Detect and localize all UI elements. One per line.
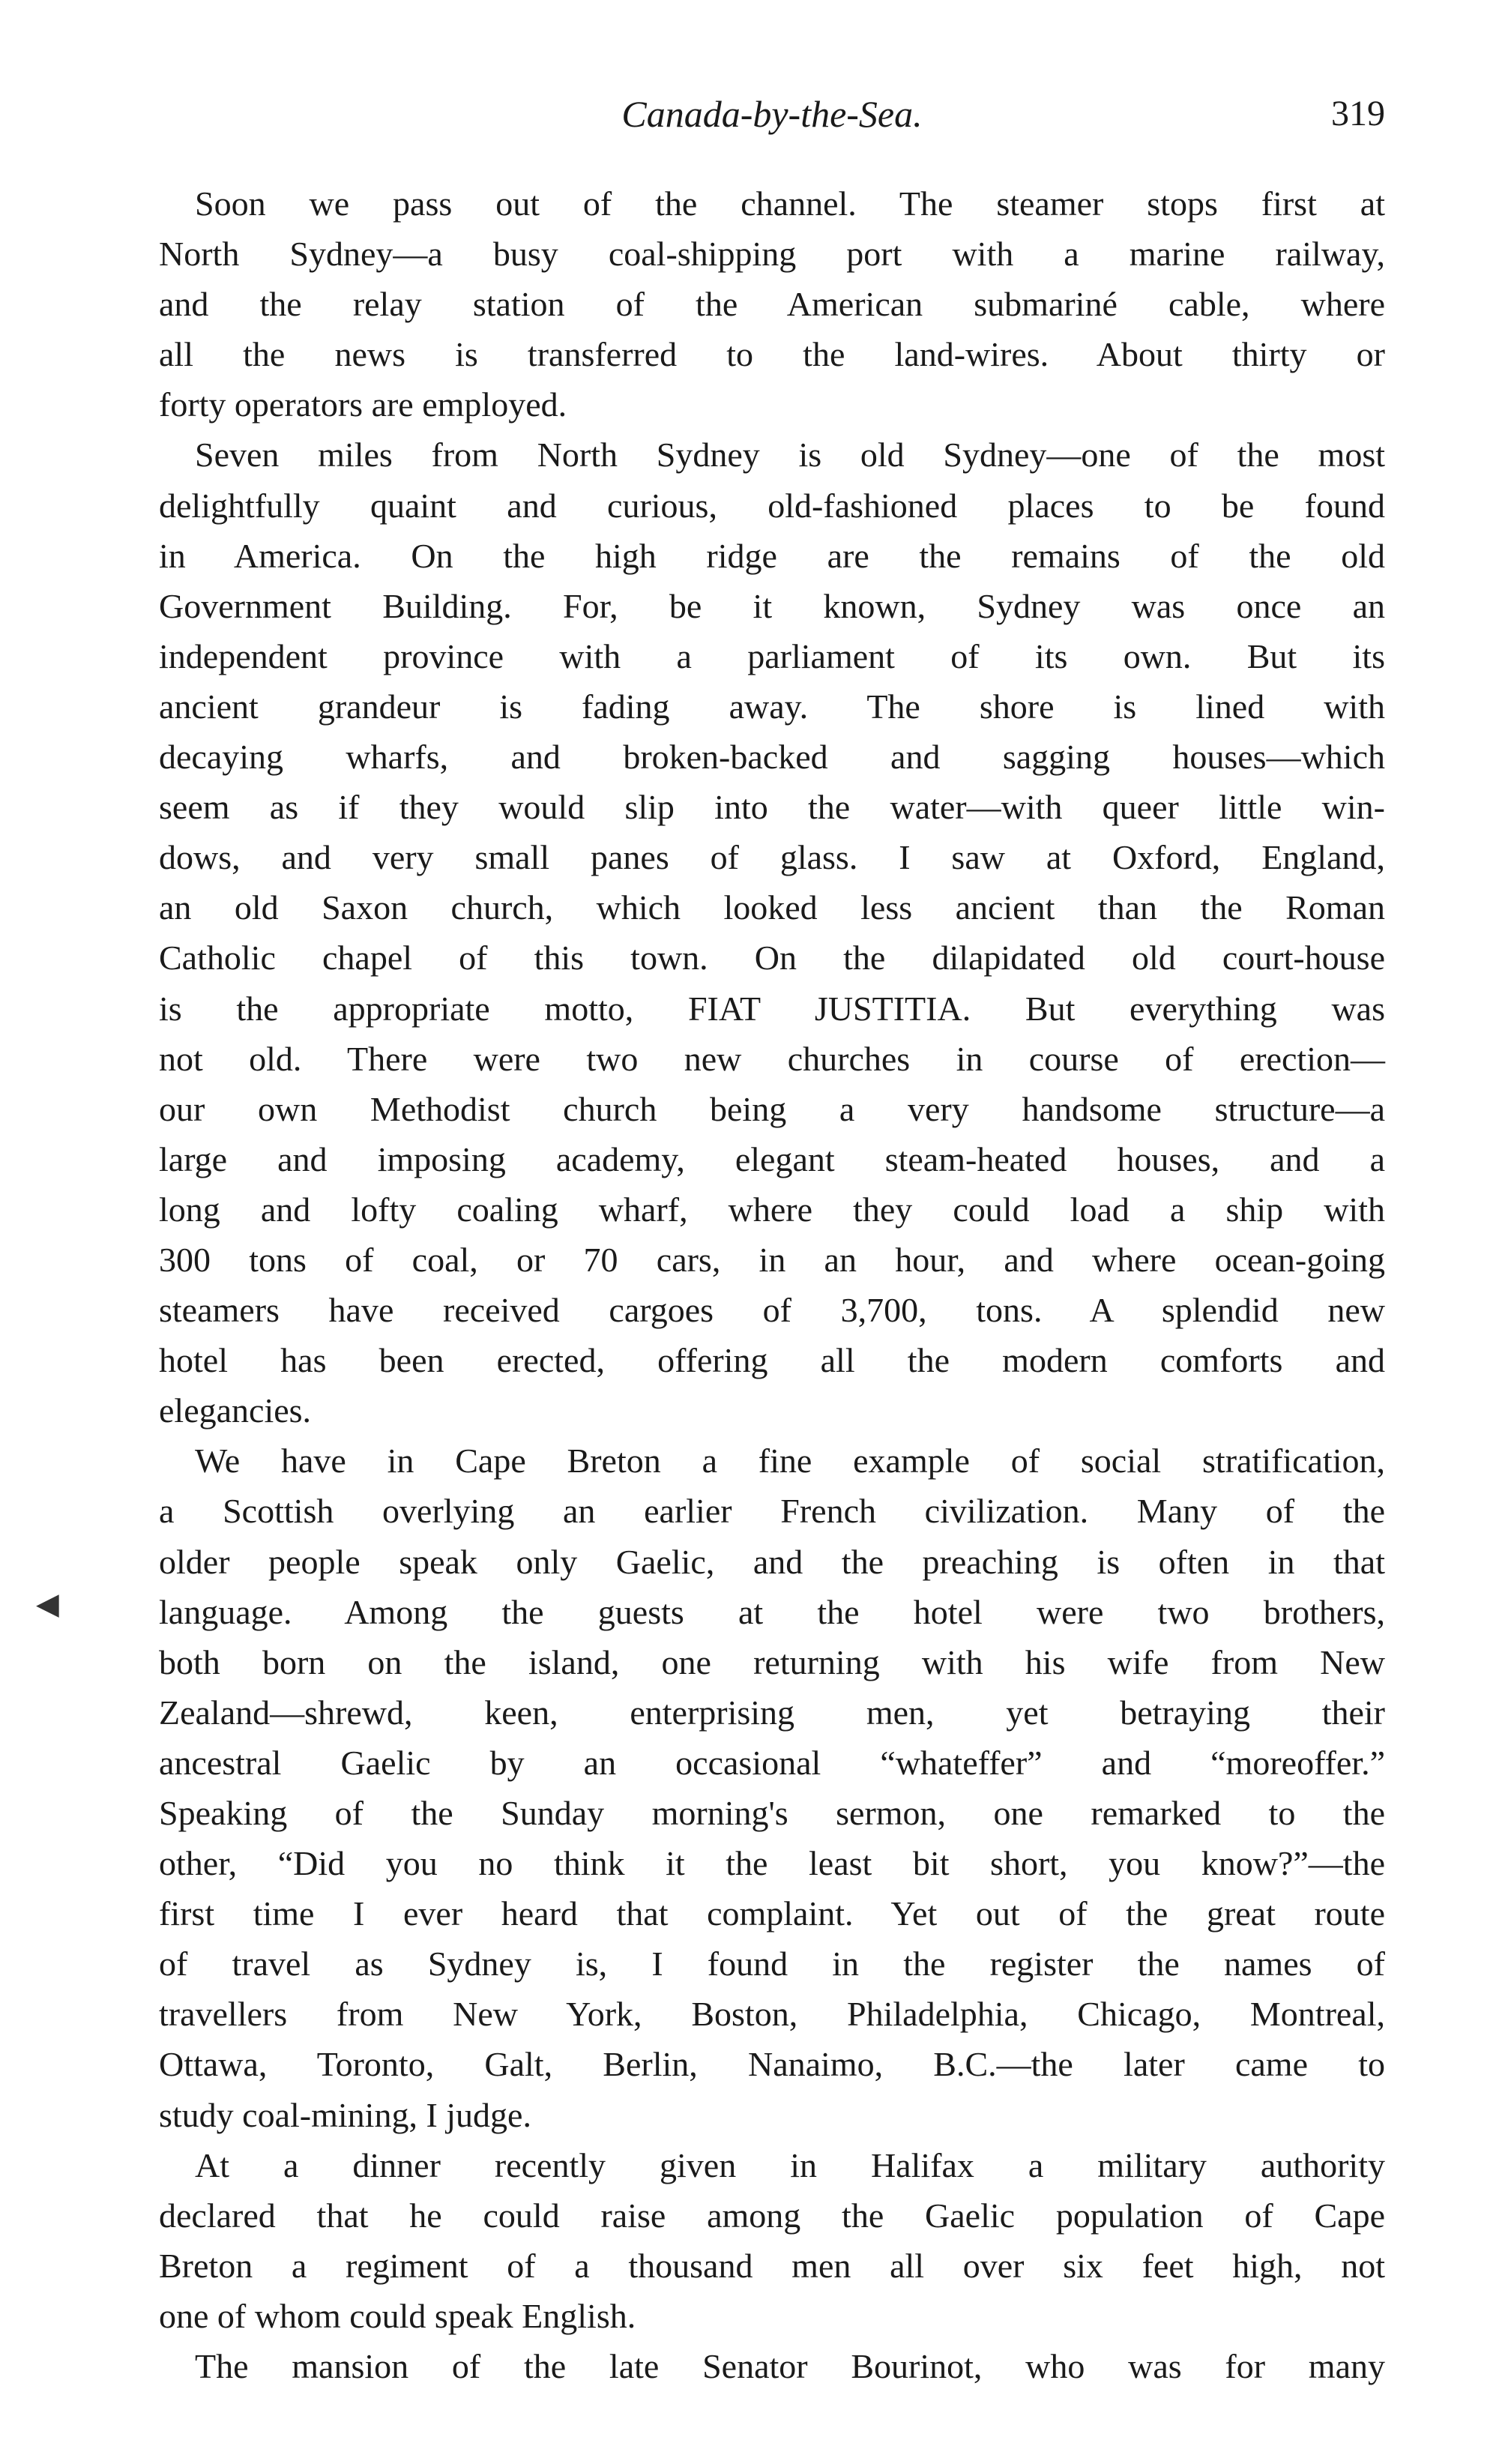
running-head xyxy=(159,84,1385,144)
text-line: Zealand—shrewd, keen, enterprising men, yet betraying their xyxy=(159,1693,1385,1732)
text-line: delightfully quaint and curious, old-fashioned places to be found xyxy=(159,486,1385,525)
text-line: We have in Cape Breton a fine example of social stratification, xyxy=(195,1442,1385,1480)
text-line: The mansion of the late Senator Bourinot, who was for many xyxy=(195,2347,1385,2386)
text-line: first time I ever heard that complaint. Yet out of the great route xyxy=(159,1894,1385,1933)
text-line: hotel has been erected, offering all the modern comforts and xyxy=(159,1341,1385,1380)
text-line: Breton a regiment of a thousand men all over six feet high, not xyxy=(159,2246,1385,2285)
text-line: Speaking of the Sunday morning's sermon, one remarked to the xyxy=(159,1794,1385,1832)
text-line: Government Building. For, be it known, Sydney was once an xyxy=(159,586,1385,625)
text-line: independent province with a parliament of its own. But its xyxy=(159,636,1385,675)
text-line: North Sydney—a busy coal-shipping port with a marine railway, xyxy=(159,235,1385,274)
text-line: steamers have received cargoes of 3,700, tons. A splendid new xyxy=(159,1291,1385,1330)
text-line: both born on the island, one returning with his wife from New xyxy=(159,1642,1385,1681)
body-text xyxy=(159,178,1385,2391)
text-line: Seven miles from North Sydney is old Sydney—one of the most xyxy=(195,436,1385,475)
page-number: 319 xyxy=(1331,94,1385,133)
text-line: large and imposing academy, elegant steam-heated houses, and a xyxy=(159,1139,1385,1178)
margin-arrow-mark: ◀ xyxy=(36,1587,59,1621)
text-line: Ottawa, Toronto, Galt, Berlin, Nanaimo, B.C.—the later came to xyxy=(159,2045,1385,2084)
text-line: At a dinner recently given in Halifax a military authority xyxy=(195,2145,1385,2184)
text-line: our own Methodist church being a very handsome structure—a xyxy=(159,1089,1385,1128)
text-line: 300 tons of coal, or 70 cars, in an hour, and where ocean-going xyxy=(159,1240,1385,1279)
text-line: all the news is transferred to the land-wires. About thirty or xyxy=(159,335,1385,374)
text-line: study coal-mining, I judge. xyxy=(159,2095,531,2134)
text-line: and the relay station of the American submariné cable, where xyxy=(159,285,1385,324)
text-line: ancestral Gaelic by an occasional “whateffer” and “moreoffer.” xyxy=(159,1743,1385,1782)
running-title: Canada-by-the-Sea. xyxy=(621,93,923,135)
text-line: Soon we pass out of the channel. The steamer stops first at xyxy=(195,184,1385,223)
text-line: older people speak only Gaelic, and the preaching is often in that xyxy=(159,1542,1385,1581)
text-line: of travel as Sydney is, I found in the register the names of xyxy=(159,1945,1385,1983)
text-line: an old Saxon church, which looked less ancient than the Roman xyxy=(159,888,1385,927)
text-line: elegancies. xyxy=(159,1391,312,1430)
text-line: is the appropriate motto, FIAT JUSTITIA. But everything was xyxy=(159,989,1385,1028)
text-line: dows, and very small panes of glass. I saw at Oxford, England, xyxy=(159,838,1385,877)
text-line: declared that he could raise among the Gaelic population of Cape xyxy=(159,2196,1385,2235)
text-line: one of whom could speak English. xyxy=(159,2296,636,2335)
text-line: long and lofty coaling wharf, where they could load a ship with xyxy=(159,1190,1385,1229)
text-line: seem as if they would slip into the water—with queer little win- xyxy=(159,788,1385,827)
text-line: Catholic chapel of this town. On the dilapidated old court-house xyxy=(159,939,1385,978)
text-line: decaying wharfs, and broken-backed and sagging houses—which xyxy=(159,738,1385,777)
text-line: other, “Did you no think it the least bit short, you know?”—the xyxy=(159,1844,1385,1883)
text-line: travellers from New York, Boston, Philadelphia, Chicago, Montreal, xyxy=(159,1995,1385,2034)
text-line: not old. There were two new churches in course of erection— xyxy=(159,1039,1385,1078)
text-line: in America. On the high ridge are the remains of the old xyxy=(159,536,1385,575)
text-line: forty operators are employed. xyxy=(159,385,567,424)
text-line: language. Among the guests at the hotel were two brothers, xyxy=(159,1592,1385,1631)
text-line: ancient grandeur is fading away. The shore is lined with xyxy=(159,687,1385,726)
text-line: a Scottish overlying an earlier French civilization. Many of the xyxy=(159,1492,1385,1531)
